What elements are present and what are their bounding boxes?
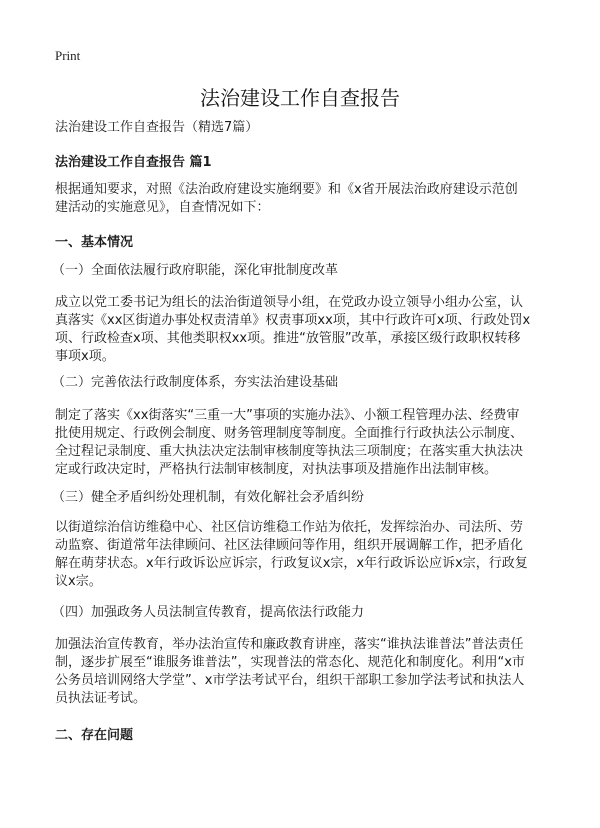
paragraph-4 (55, 636, 525, 708)
subtitle: 法治建设工作自查报告（精选7篇） (55, 120, 259, 135)
page-title: 法治建设工作自查报告 (200, 86, 400, 110)
section-heading-problems: 二、存在问题 (55, 728, 134, 743)
text-line: 解在萌芽状态。x年行政诉讼应诉宗，行政复议x宗，x年行政诉讼应诉x宗，行政复 (55, 556, 528, 571)
text-line: 加强法治宣传教育，举办法治宣传和廉政教育讲座，落实“谁执法谁普法”普法责任 (55, 637, 524, 652)
text-line: 项、行政检查x项、其他类职权xx项。推进“放管服”改革，承接区级行政职权转移 (55, 331, 521, 346)
text-line: 批使用规定、行政例会制度、财务管理制度等制度。全面推行行政执法公示制度、 (55, 426, 524, 441)
subheading-1: （一）全面依法履行政府职能，深化审批制度改革 (52, 263, 339, 278)
text-line: 事项x项。 (55, 349, 115, 364)
text-line: 制，逐步扩展至“谁服务谁普法”，实现普法的常态化、规范化和制度化。利用“x市 (55, 655, 525, 670)
text-line: 真落实《xx区街道办事处权责清单》权责事项xx项，其中行政许可x项、行政处罚x (55, 313, 531, 328)
text-line: 动监察、街道常年法律顾问、社区法律顾问等作用，组织开展调解工作，把矛盾化 (55, 538, 524, 553)
paragraph-2 (55, 407, 523, 479)
text-line: 制定了落实《xx街落实“三重一大”事项的实施办法》、小额工程管理办法、经费审 (55, 408, 520, 423)
text-line: 成立以党工委书记为组长的法治街道领导小组，在党政办设立领导小组办公室，认 (55, 295, 524, 310)
subheading-3: （三）健全矛盾纠纷处理机制，有效化解社会矛盾纠纷 (52, 490, 365, 505)
intro-paragraph (55, 181, 518, 217)
text-line: 公务员培训网络大学堂”、x市学法考试平台，组织干部职工参加学法考试和执法人 (55, 673, 525, 688)
article-heading: 法治建设工作自查报告 篇1 (55, 155, 212, 170)
paragraph-3 (55, 519, 528, 591)
paragraph-1 (55, 294, 530, 366)
text-line: 议x宗。 (55, 574, 102, 589)
text-line: 员执法证考试。 (55, 691, 147, 706)
text-line: 根据通知要求，对照《法治政府建设实施纲要》和《x省开展法治政府建设示范创 (55, 182, 518, 197)
text-line: 以街道综治信访维稳中心、社区信访维稳工作站为依托，发挥综治办、司法所、劳 (55, 520, 524, 535)
section-heading-basic: 一、基本情况 (55, 235, 134, 250)
text-line: 全过程记录制度、重大执法决定法制审核制度等执法三项制度；在落实重大执法决 (55, 444, 524, 459)
print-link[interactable]: Print (55, 48, 81, 63)
text-line: 定或行政决定时，严格执行法制审核制度，对执法事项及措施作出法制审核。 (55, 462, 498, 477)
subheading-2: （二）完善依法行政制度体系，夯实法治建设基础 (52, 375, 339, 390)
subheading-4: （四）加强政务人员法制宣传教育，提高依法行政能力 (52, 605, 365, 620)
text-line: 建活动的实施意见》，自查情况如下： (55, 200, 270, 215)
